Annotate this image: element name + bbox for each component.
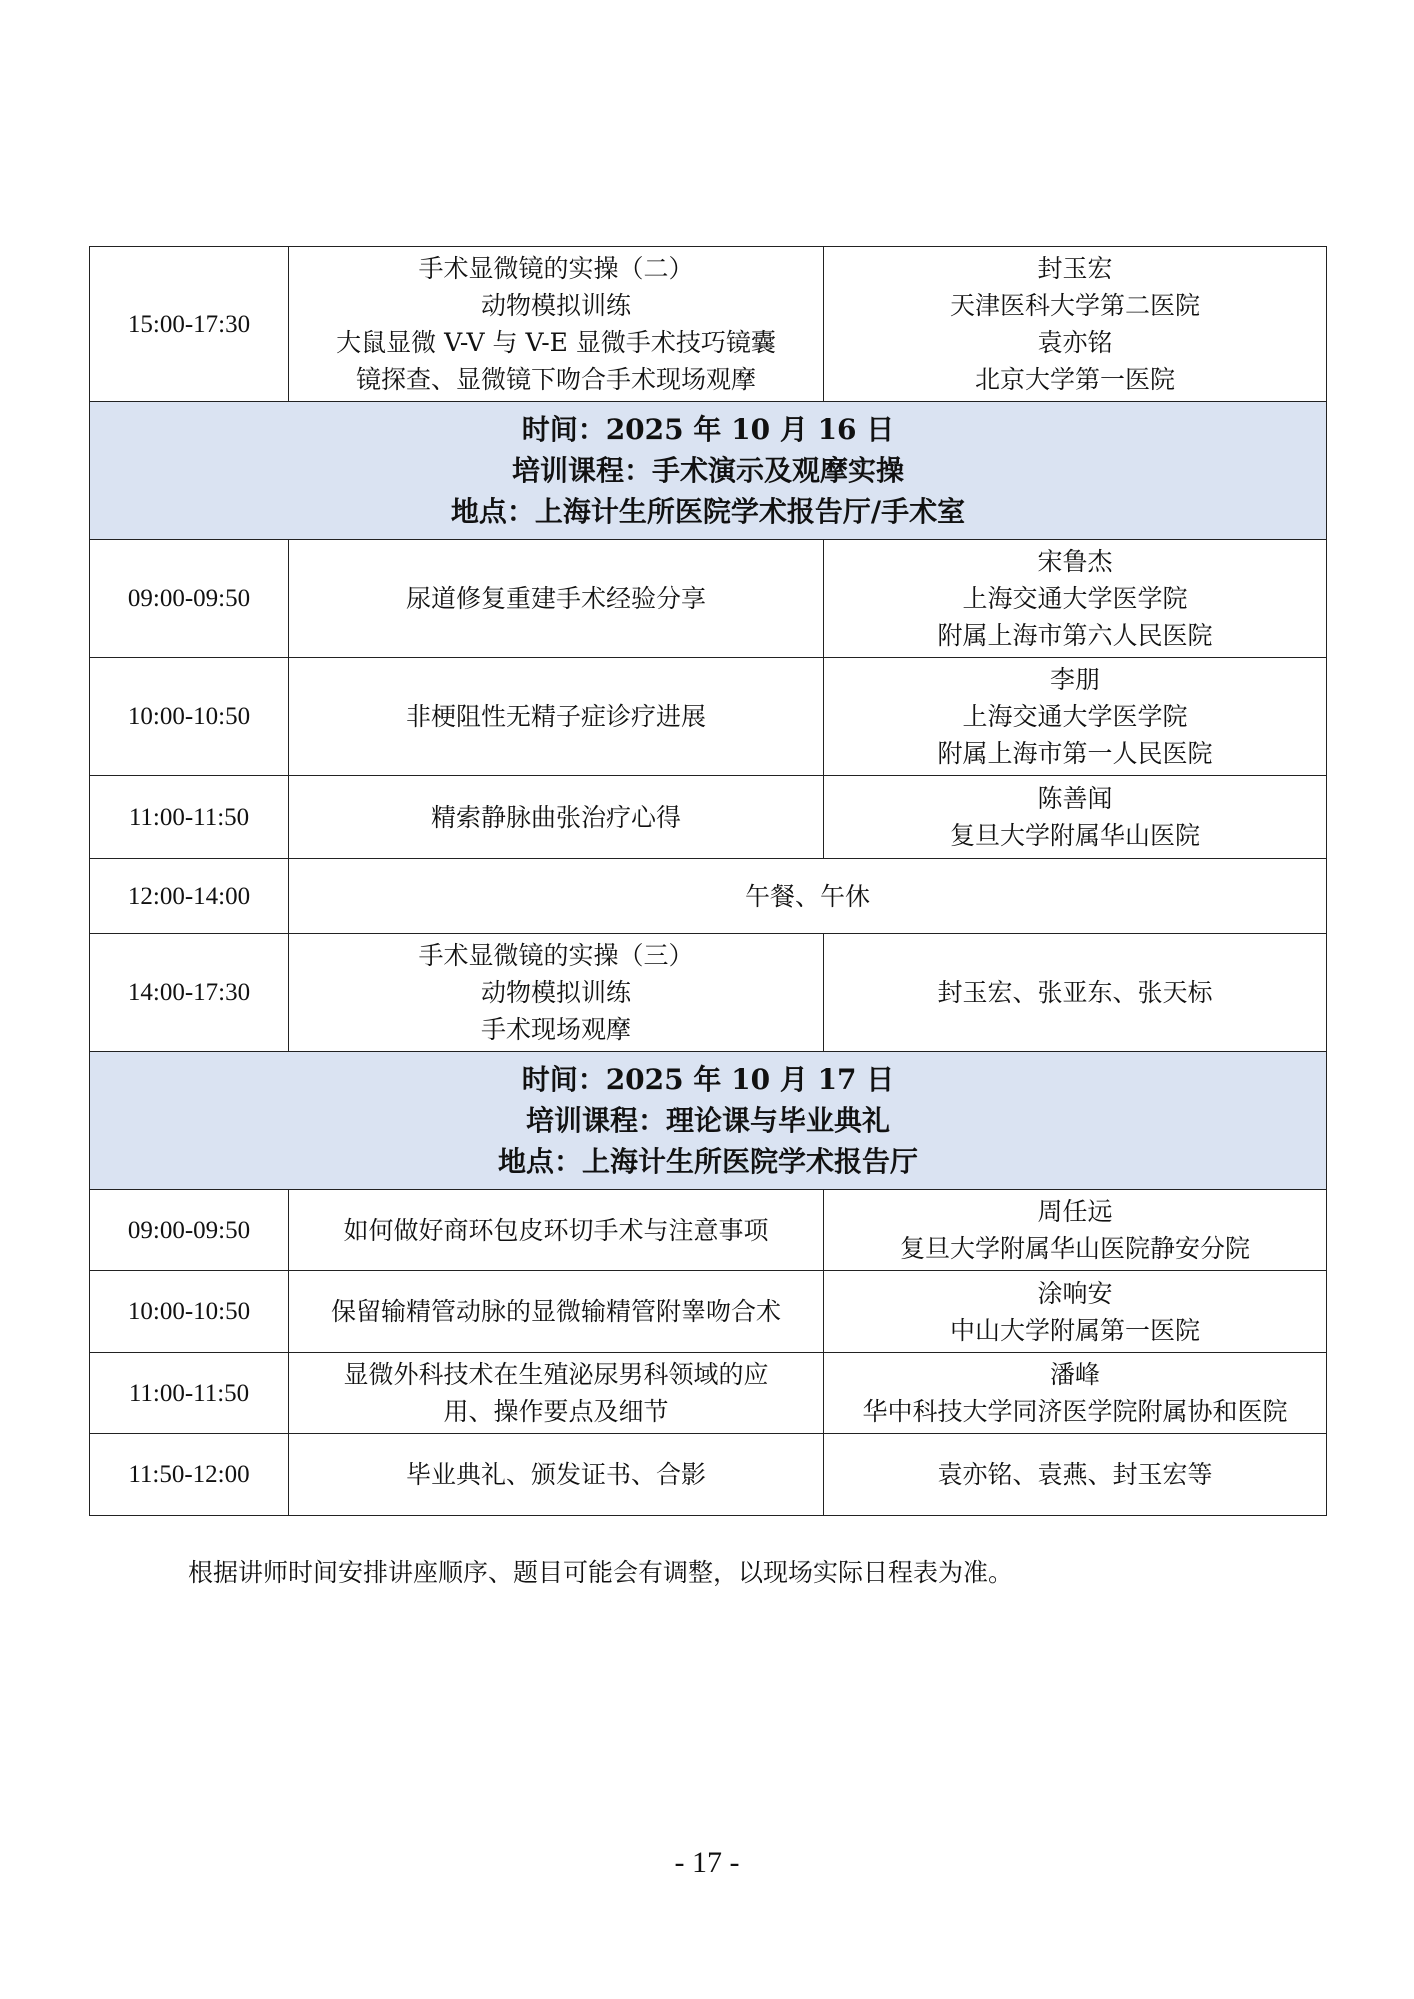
speaker-cell bbox=[824, 658, 1327, 776]
speaker-cell bbox=[824, 1434, 1327, 1516]
cell-line: 复旦大学附属华山医院 bbox=[949, 821, 1200, 850]
schedule-row bbox=[90, 776, 1327, 859]
speaker-cell bbox=[824, 1271, 1327, 1353]
page-number: - 17 - bbox=[674, 1846, 740, 1879]
schedule-row bbox=[90, 1190, 1327, 1271]
cell-line: 袁亦铭 bbox=[1037, 328, 1113, 357]
cell-line: 培训课程：理论课与毕业典礼 bbox=[525, 1104, 890, 1137]
schedule-row bbox=[90, 1271, 1327, 1353]
cell-line: 袁亦铭、袁燕、封玉宏等 bbox=[937, 1460, 1213, 1489]
cell-line: 手术显微镜的实操（二） bbox=[418, 254, 694, 283]
time-cell: 12:00-14:00 bbox=[90, 859, 289, 934]
cell-line: 中山大学附属第一医院 bbox=[949, 1315, 1200, 1345]
cell-line: 手术显微镜的实操（三） bbox=[418, 941, 694, 970]
cell-line: 上海交通大学医学院 bbox=[962, 584, 1188, 613]
cell-line: 北京大学第一医院 bbox=[974, 365, 1175, 394]
break-cell: 午餐、午休 bbox=[289, 859, 1327, 934]
cell-line: 附属上海市第一人民医院 bbox=[937, 739, 1213, 768]
speaker-cell bbox=[824, 247, 1327, 402]
topic-cell bbox=[289, 540, 824, 658]
cell-line: 天津医科大学第二医院 bbox=[949, 291, 1200, 320]
cell-line: 宋鲁杰 bbox=[1037, 547, 1113, 576]
topic-cell bbox=[289, 1190, 824, 1271]
cell-line: 复旦大学附属华山医院静安分院 bbox=[899, 1234, 1250, 1263]
topic-cell bbox=[289, 247, 824, 402]
schedule-row bbox=[90, 1353, 1327, 1434]
cell-line: 陈善闻 bbox=[1037, 784, 1113, 813]
cell-line: 动物模拟训练 bbox=[480, 291, 631, 320]
topic-cell bbox=[289, 776, 824, 859]
time-cell: 11:00-11:50 bbox=[90, 1353, 289, 1434]
cell-line: 地点：上海计生所医院学术报告厅/手术室 bbox=[450, 495, 966, 528]
speaker-cell bbox=[824, 934, 1327, 1052]
topic-cell bbox=[289, 1271, 824, 1353]
schedule-row bbox=[90, 1434, 1327, 1516]
time-cell: 10:00-10:50 bbox=[90, 658, 289, 776]
cell-line: 如何做好商环包皮环切手术与注意事项 bbox=[343, 1215, 769, 1245]
time-cell: 10:00-10:50 bbox=[90, 1271, 289, 1353]
cell-line: 动物模拟训练 bbox=[480, 978, 631, 1007]
cell-line: 华中科技大学同济医学院附属协和医院 bbox=[862, 1397, 1288, 1426]
cell-line: 周任远 bbox=[1037, 1197, 1113, 1226]
day-header-cell bbox=[90, 1052, 1327, 1190]
speaker-cell bbox=[824, 776, 1327, 859]
cell-line: 显微外科技术在生殖泌尿男科领域的应 bbox=[343, 1360, 769, 1389]
cell-line: 毕业典礼、颁发证书、合影 bbox=[405, 1460, 706, 1489]
topic-cell bbox=[289, 658, 824, 776]
cell-line: 镜探查、显微镜下吻合手术现场观摩 bbox=[355, 365, 756, 394]
cell-line: 李朋 bbox=[1049, 665, 1100, 694]
topic-cell bbox=[289, 1353, 824, 1434]
time-cell: 14:00-17:30 bbox=[90, 934, 289, 1052]
topic-cell bbox=[289, 1434, 824, 1516]
time-cell: 11:50-12:00 bbox=[90, 1434, 289, 1516]
speaker-cell bbox=[824, 1353, 1327, 1434]
cell-line: 封玉宏、张亚东、张天标 bbox=[937, 978, 1213, 1007]
cell-line: 大鼠显微 V-V 与 V-E 显微手术技巧镜囊 bbox=[336, 328, 776, 357]
time-cell: 15:00-17:30 bbox=[90, 247, 289, 402]
speaker-cell bbox=[824, 540, 1327, 658]
cell-line: 非梗阻性无精子症诊疗进展 bbox=[405, 702, 706, 731]
time-cell: 09:00-09:50 bbox=[90, 1190, 289, 1271]
time-cell: 09:00-09:50 bbox=[90, 540, 289, 658]
schedule-row bbox=[90, 247, 1327, 402]
schedule-row bbox=[90, 540, 1327, 658]
day-header-row bbox=[90, 1052, 1327, 1190]
cell-line: 保留输精管动脉的显微输精管附睾吻合术 bbox=[330, 1297, 781, 1326]
cell-line: 上海交通大学医学院 bbox=[962, 702, 1188, 731]
cell-line: 时间：2025 年 10 月 16 日 bbox=[521, 413, 895, 446]
topic-cell bbox=[289, 934, 824, 1052]
schedule-table bbox=[89, 246, 1327, 1516]
schedule-row bbox=[90, 934, 1327, 1052]
cell-line: 涂响安 bbox=[1037, 1278, 1113, 1308]
cell-line: 地点：上海计生所医院学术报告厅 bbox=[497, 1145, 918, 1178]
cell-line: 潘峰 bbox=[1049, 1360, 1100, 1389]
cell-line: 时间：2025 年 10 月 17 日 bbox=[521, 1063, 895, 1096]
schedule-row bbox=[90, 859, 1327, 934]
schedule-row bbox=[90, 658, 1327, 776]
cell-line: 用、操作要点及细节 bbox=[443, 1397, 669, 1426]
speaker-cell bbox=[824, 1190, 1327, 1271]
cell-line: 附属上海市第六人民医院 bbox=[937, 621, 1213, 650]
schedule-note: 根据讲师时间安排讲座顺序、题目可能会有调整，以现场实际日程表为准。 bbox=[188, 1558, 1014, 1587]
cell-line: 精索静脉曲张治疗心得 bbox=[430, 802, 681, 832]
time-cell: 11:00-11:50 bbox=[90, 776, 289, 859]
cell-line: 手术现场观摩 bbox=[480, 1015, 631, 1044]
cell-line: 封玉宏 bbox=[1037, 254, 1113, 283]
day-header-cell bbox=[90, 402, 1327, 540]
cell-line: 培训课程：手术演示及观摩实操 bbox=[511, 454, 904, 487]
cell-line: 尿道修复重建手术经验分享 bbox=[405, 584, 706, 613]
day-header-row bbox=[90, 402, 1327, 540]
